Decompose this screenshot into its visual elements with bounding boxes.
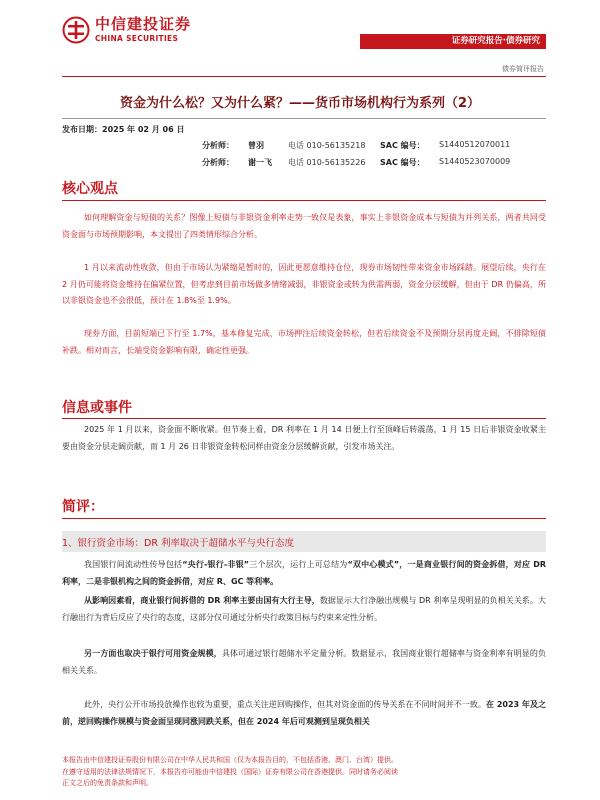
analyst-phone: 电话 010-56135218 [288,141,366,150]
text-run: 数据显示大行净融出规模与 DR 利率呈现明显的负相关关系。大行融出行为背后反应了央行的态度，这部分仅可通过分析央行政策目标与约束来定性分析。 [62,596,546,622]
report-category-banner: 证券研究报告·债券研究 [360,34,546,49]
section-divider [62,518,546,519]
review-heading: 简评： [62,499,104,515]
analyst-row [202,140,510,151]
title-divider [62,118,546,119]
core-paragraph-1: 如何理解资金与短债的关系？图像上短债与非银资金利率走势一致仅是表象，事实上非银资金成本与短债为并列关系，两者共同受资金面与市场预期影响，本文提出了四类情形综合分析。 [62,213,546,239]
report-type: 债券简评报告 [502,65,544,73]
text-run: 三个层次，运行上可总结为 [249,560,348,569]
review-paragraph-2 [62,593,546,626]
analyst-sac-label: SAC 编号： [380,158,425,167]
analyst-phone: 电话 010-56135226 [288,158,366,167]
text-run: 此外，央行公开市场投放操作也较为重要，重点关注逆回购操作，但其对资金面的传导关系在不同时间并不一致。 [84,700,486,709]
logo-chinese: 中信建投证券 [95,15,192,34]
publish-date: 发布日期：2025 年 02 月 06 日 [62,125,185,134]
core-views-heading: 核心观点 [62,181,118,197]
analyst-label: 分析师： [202,141,234,150]
text-run: 具体可通过银行超储水平定量分析。数据显示，我国商业银行超储率与资金利率有明显的负相关关系。 [62,649,547,675]
report-title: 资金为什么松？又为什么紧？——货币市场机构行为系列（2） [119,96,481,111]
header-divider [62,76,546,77]
analyst-sac-number: S1440523070009 [439,157,511,166]
company-logo [62,16,191,44]
analyst-sac-label: SAC 编号： [380,141,425,150]
analyst-row [202,157,510,168]
logo-mark-icon [62,16,90,44]
disclaimer-footer [62,755,546,790]
review-paragraph-3 [62,646,546,679]
section-divider [62,200,546,201]
text-run-bold: 在 2023 年及之前，逆回购操作规模与资金面呈现同涨同跌关系，但在 2024 年后可观测到呈现负相关 [62,700,547,726]
analyst-label: 分析师： [202,158,234,167]
analyst-sac-number: S1440512070011 [439,140,511,149]
logo-english: CHINA SECURITIES [95,34,179,44]
core-paragraph-2: 1 月以来流动性收敛，但由于市场认为紧缩是暂时的，因此更愿意维持仓位，现券市场韧性带来资金市场踩踏。展望后续，央行在 2 月仍可能将资金维持在偏紧位置，但考虑到目前市场做多情绪减弱，非银资金或转为供需两弱，资金分层缓解，但由于 DR 仍偏高，所以非银资金也不会很低，预计在 1.8%至 1.9%。 [62,263,546,305]
disclaimer-line: 本报告由中信建投证券股份有限公司在中华人民共和国（仅为本报告目的，不包括香港、澳门、台湾）提供。 [62,756,398,764]
info-paragraph: 2025 年 1 月以来，资金面不断收紧。但节奏上看，DR 利率在 1 月 14 日便上行至顶峰后转震荡，1 月 15 日后非银资金收紧主要由资金分层走阔贡献，而 1 月 26 日非银资金转松同样由资金分层缓解贡献，引发市场关注。 [62,425,546,451]
text-run-bold: 从影响因素看，商业银行间拆借的 DR 利率主要由国有大行主导， [84,596,320,605]
subsection-heading: 1、银行资金市场：DR 利率取决于超储水平与央行态度 [62,538,294,549]
analyst-name: 曾羽 [248,141,264,150]
core-paragraph-3: 现券方面，目前短端已下行至 1.7%，基本修复完成，市场押注后续资金转松，但若后续资金不及预期分层再度走阔，不排除短债补跌。相对而言，长端受资金影响有限，确定性更强。 [62,329,546,355]
text-run-bold: “央行-银行-非银” [182,560,250,569]
text-run: 我国银行间流动性传导包括 [84,560,183,569]
review-paragraph-1 [62,557,546,590]
section-divider [62,418,546,419]
disclaimer-line: 在遵守适用的法律法规情况下，本报告亦可能由中信建投（国际）证券有限公司在香港提供。同时请务必阅读 [62,767,398,776]
review-paragraph-4 [62,697,546,730]
analyst-name: 谢一飞 [248,158,272,167]
disclaimer-line: 正文之后的免责条款和声明。 [62,779,153,787]
text-run-bold: “双中心模式”，一是商业银行间的资金拆借，对应 DR 利率，二是非银机构之间的资金拆借，对应 R、GC 等利率。 [62,560,547,586]
info-heading: 信息或事件 [62,400,132,416]
text-run-bold: 另一方面也取决于银行可用资金规模， [84,649,222,658]
